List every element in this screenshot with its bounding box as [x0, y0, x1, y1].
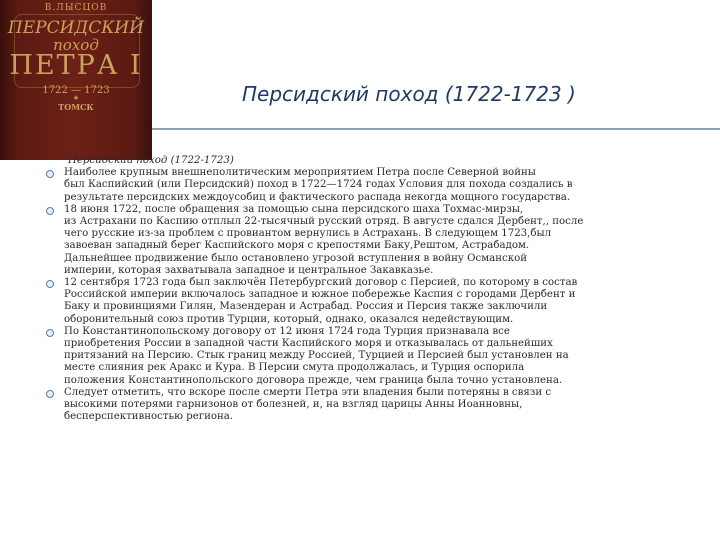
book-title-line-1: ПЕРСИДСКИЙ: [7, 18, 145, 38]
book-title-line-2: поход: [53, 36, 99, 54]
book-author: В.ЛЫСЦОВ: [44, 3, 108, 13]
bullet-line: империи, которая захватывала западное и центральное Закавказье.: [64, 264, 434, 276]
bullet-line: приобретения России в западной части Каспийского моря и отказывалась от дальнейших: [64, 338, 553, 350]
bullet-line: притязаний на Персию. Стык границ между Россией, Турцией и Персией был установлен на: [64, 350, 569, 362]
bullet-item: [64, 167, 704, 204]
bullet-icon: [46, 280, 54, 288]
bullet-line: из Астрахани по Каспию отплыл 22-тысячный русский отряд. В августе сдался Дербент,, после: [64, 216, 584, 228]
bullet-item: [64, 277, 704, 326]
bullet-icon: [46, 207, 54, 215]
bullet-line: Баку и провинциями Гилян, Мазендеран и Астрабад. Россия и Персия также заключили: [64, 301, 548, 313]
bullet-line: бесперспективностью региона.: [64, 411, 234, 423]
bullet-line: По Константинопольскому договору от 12 июня 1724 года Турция признавала все: [64, 325, 510, 337]
book-publisher: ТОМСК: [58, 102, 94, 112]
bullet-line: Дальнейшее продвижение было остановлено угрозой вступления в войну Османской: [64, 252, 528, 264]
bullet-line: Следует отметить, что вскоре после смерти Петра эти владения были потеряны в связи с: [64, 386, 552, 398]
bullet-line: 18 июня 1722, после обращения за помощью сына персидского шаха Тохмас-мирзы,: [64, 203, 524, 215]
book-years: 1722 — 1723: [42, 85, 110, 96]
bullet-line: Наиболее крупным внешнеполитическим мероприятием Петра после Северной войны: [64, 167, 536, 179]
bullet-line: положения Константинопольского договора прежде, чем граница была точно установлена.: [64, 374, 563, 386]
bullet-icon: [46, 390, 54, 398]
slide-body: [64, 155, 704, 423]
bullet-line: Российской империи включалось западное и южное побережье Каспия с городами Дербент и: [64, 289, 576, 301]
book-star-icon: ★: [72, 94, 80, 102]
book-cover-image: [0, 0, 152, 160]
bullet-line: оборонительный союз против Турции, который, однако, оказался недействующим.: [64, 313, 514, 325]
bullet-list: [64, 167, 704, 423]
title-divider: [152, 128, 720, 130]
bullet-line: 12 сентября 1723 года был заключён Петербургский договор с Персией, по которому в состав: [64, 277, 578, 289]
book-title-line-3: ПЕТРА I: [9, 50, 143, 81]
bullet-line: результате персидских междоусобиц и фактического распада некогда мощного государства.: [64, 191, 571, 203]
bullet-item: [64, 204, 704, 277]
bullet-item: [64, 326, 704, 387]
bullet-line: месте слияния рек Аракс и Кура. В Персии смута продолжалась, и Турция оспорила: [64, 362, 525, 374]
bullet-icon: [46, 329, 54, 337]
slide-title: Персидский поход (1722-1723 ): [242, 82, 576, 106]
bullet-line: был Каспийский (или Персидский) поход в 1722—1724 годах Условия для похода создались в: [64, 179, 573, 191]
bullet-icon: [46, 170, 54, 178]
section-heading: Персидский поход (1722-1723): [68, 155, 234, 166]
bullet-line: чего русские из-за проблем с провиантом вернулись в Астрахань. В следующем 1723,был: [64, 228, 552, 240]
bullet-item: [64, 387, 704, 424]
bullet-line: высокими потерями гарнизонов от болезней, и, на взгляд царицы Анны Иоанновны,: [64, 399, 523, 411]
bullet-line: завоеван западный берег Каспийского моря с крепостями Баку,Рештом, Астрабадом.: [64, 240, 530, 252]
